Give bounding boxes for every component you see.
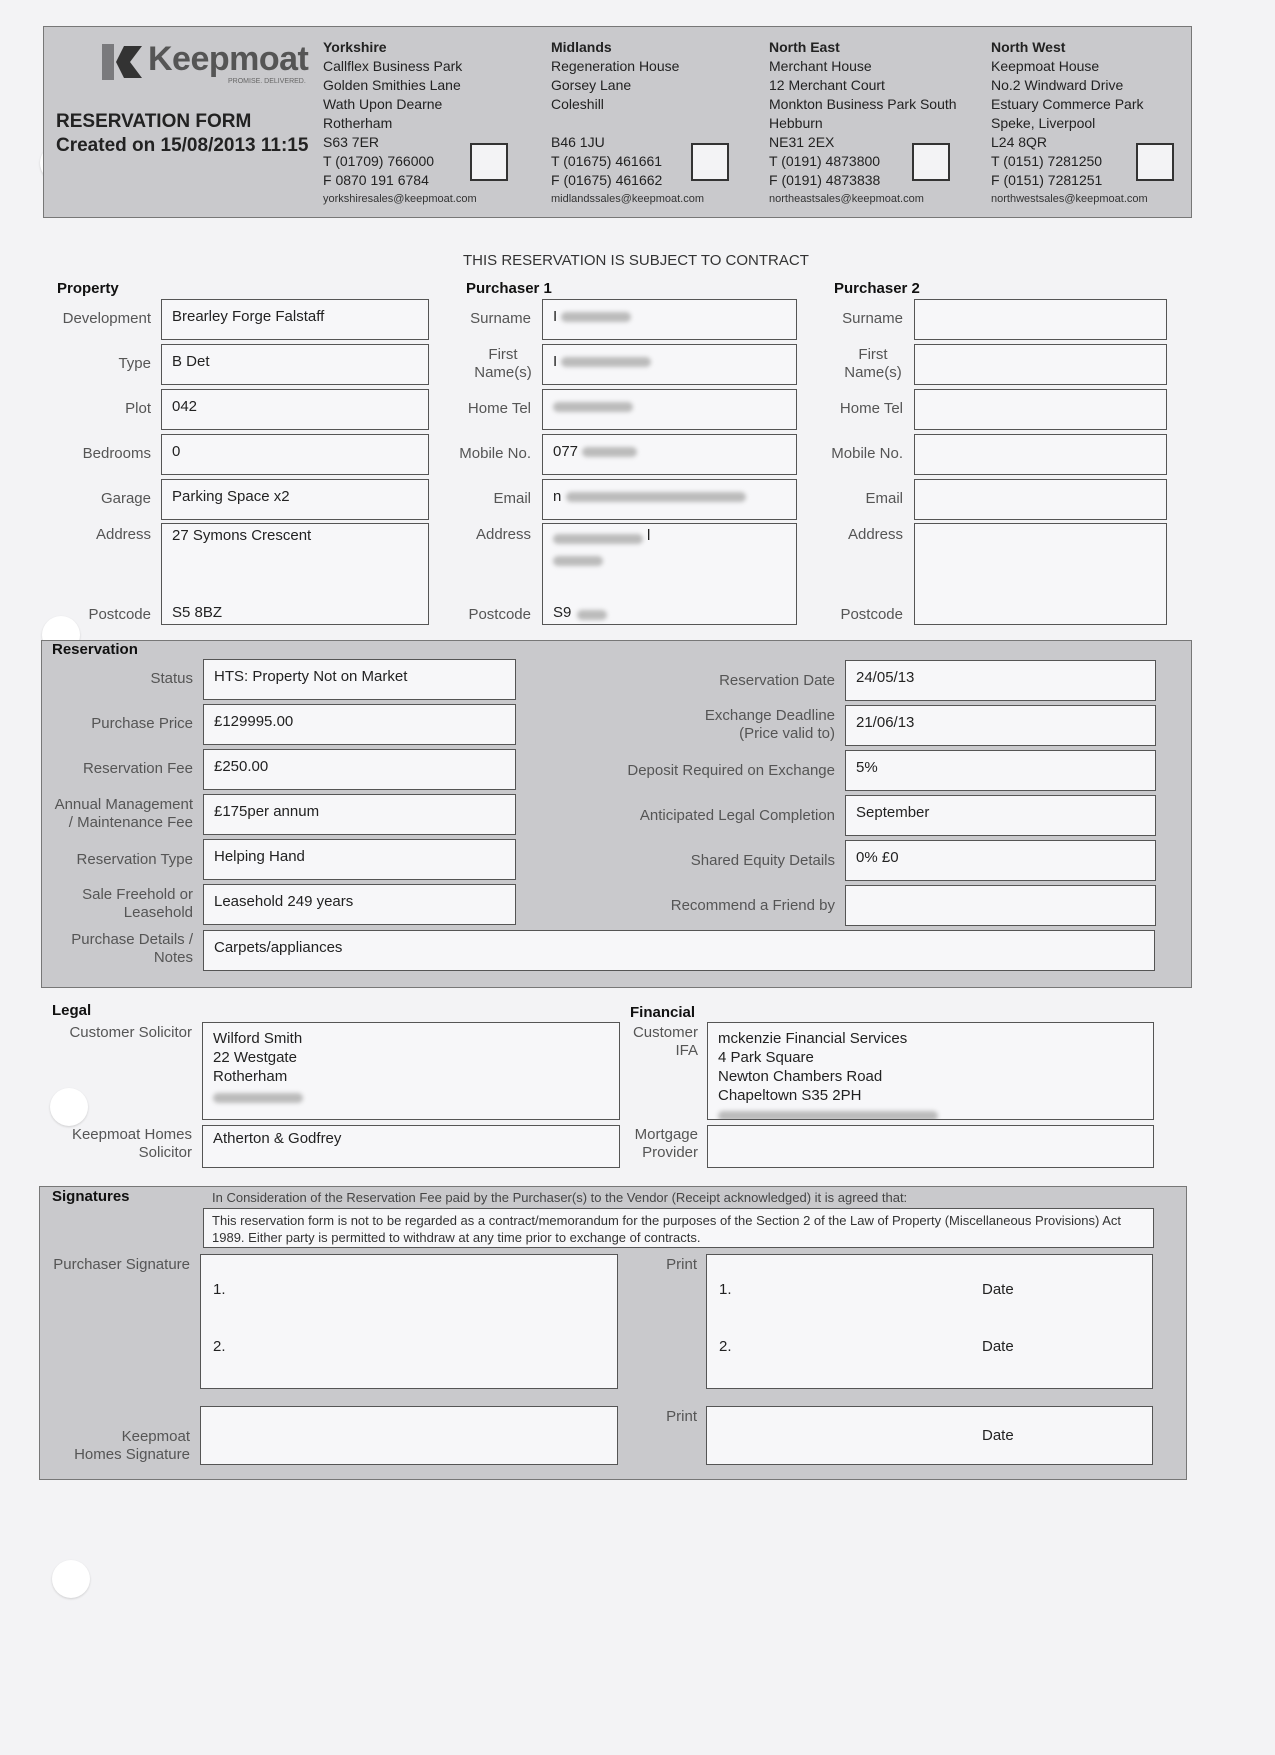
redaction xyxy=(553,402,633,412)
office-line: Hebburn xyxy=(769,115,823,131)
date-label-2: Date xyxy=(982,1338,1014,1355)
office-line: F (01675) 461662 xyxy=(551,172,663,188)
office-email[interactable]: northwestsales@keepmoat.com xyxy=(991,193,1148,205)
legal-heading: Legal xyxy=(52,1002,92,1019)
p2-surname-field[interactable] xyxy=(914,299,1167,340)
keepmoat-solicitor-label: Keepmoat Homes Solicitor xyxy=(71,1126,192,1161)
office-line: T (0191) 4873800 xyxy=(769,153,881,169)
office-line: B46 1JU xyxy=(551,134,605,150)
redaction xyxy=(213,1093,303,1103)
office-midlands xyxy=(551,38,704,209)
office-line: Gorsey Lane xyxy=(551,77,632,93)
p1-surname-label: Surname xyxy=(470,310,531,327)
status-field[interactable]: HTS: Property Not on Market xyxy=(203,659,516,700)
property-heading: Property xyxy=(57,280,119,297)
ifa-line: Chapeltown S35 2PH xyxy=(718,1087,862,1104)
p1-home-tel-label: Home Tel xyxy=(467,400,531,417)
exchange-deadline-field[interactable]: 21/06/13 xyxy=(845,705,1156,746)
consideration-text: In Consideration of the Reservation Fee paid by the Purchaser(s) to the Vendor (Receipt acknowledged) it is agreed that: xyxy=(212,1190,908,1205)
office-line: T (01675) 461661 xyxy=(551,153,663,169)
property-address-value: 27 Symons Crescent xyxy=(172,527,312,544)
office-line: NE31 2EX xyxy=(769,134,835,150)
office-checkbox-north-east[interactable] xyxy=(912,143,950,181)
deposit-field[interactable]: 5% xyxy=(845,750,1156,791)
disclaimer-text: This reservation form is not to be regarded as a contract/memorandum for the purposes of the Section 2 of the Law of Property (Miscellaneous Provisions) Act 1989. Either party is permitted to withdraw at any time prior to exchange of contracts. xyxy=(212,1213,1121,1245)
date-label-1: Date xyxy=(982,1281,1014,1298)
p2-postcode-label: Postcode xyxy=(840,606,903,623)
shared-equity-field[interactable]: 0% £0 xyxy=(845,840,1156,881)
p1-mobile-value: 077 xyxy=(553,443,579,460)
office-line: F (0191) 4873838 xyxy=(769,172,881,188)
office-line: Golden Smithies Lane xyxy=(323,77,461,93)
disclaimer-box xyxy=(203,1208,1154,1248)
office-email[interactable]: yorkshiresales@keepmoat.com xyxy=(323,193,477,205)
office-line: Merchant House xyxy=(769,58,872,74)
solicitor-line: Wilford Smith xyxy=(213,1030,303,1047)
development-field[interactable]: Brearley Forge Falstaff xyxy=(161,299,429,340)
p1-postcode-value: S9 xyxy=(553,604,572,621)
p2-email-label: Email xyxy=(865,490,903,507)
p1-postcode-label: Postcode xyxy=(468,606,531,623)
keepmoat-logo xyxy=(92,38,312,88)
property-postcode-label: Postcode xyxy=(88,606,151,623)
p1-email-label: Email xyxy=(493,490,531,507)
reservation-type-label: Reservation Type xyxy=(76,851,193,868)
office-line: F (0151) 7281251 xyxy=(991,172,1103,188)
mortgage-label: Mortgage Provider xyxy=(634,1126,698,1161)
office-region: North East xyxy=(769,39,840,55)
status-label: Status xyxy=(150,670,193,687)
ifa-line: 4 Park Square xyxy=(718,1049,814,1066)
p2-mobile-field[interactable] xyxy=(914,434,1167,475)
redaction xyxy=(553,534,643,544)
property-address-label: Address xyxy=(95,526,151,543)
garage-field[interactable]: Parking Space x2 xyxy=(161,479,429,520)
p2-mobile-label: Mobile No. xyxy=(831,445,903,462)
keepmoat-print-field[interactable] xyxy=(706,1406,1153,1465)
office-region: North West xyxy=(991,39,1066,55)
p2-address-label: Address xyxy=(847,526,903,543)
shared-equity-label: Shared Equity Details xyxy=(690,852,835,869)
print-line-2: 2. xyxy=(719,1338,732,1355)
office-line: Regeneration House xyxy=(551,58,680,74)
subject-to-contract-note: THIS RESERVATION IS SUBJECT TO CONTRACT xyxy=(463,252,809,269)
financial-heading: Financial xyxy=(630,1004,696,1021)
redaction xyxy=(718,1111,938,1120)
signature-line-1: 1. xyxy=(213,1281,226,1298)
type-field[interactable]: B Det xyxy=(161,344,429,385)
property-postcode-value: S5 8BZ xyxy=(172,604,223,621)
ifa-line: Newton Chambers Road xyxy=(718,1068,883,1085)
plot-field[interactable]: 042 xyxy=(161,389,429,430)
office-yorkshire xyxy=(323,38,477,209)
redaction xyxy=(561,312,631,322)
ifa-field[interactable] xyxy=(707,1022,1154,1120)
p1-email-value: n xyxy=(553,488,562,505)
management-fee-field[interactable]: £175per annum xyxy=(203,794,516,835)
office-checkbox-midlands[interactable] xyxy=(691,143,729,181)
office-line: L24 8QR xyxy=(991,134,1048,150)
p1-address-label: Address xyxy=(475,526,531,543)
notes-label: Purchase Details / Notes xyxy=(71,931,193,966)
office-line: T (0151) 7281250 xyxy=(991,153,1103,169)
office-line: Estuary Commerce Park xyxy=(991,96,1144,112)
p1-address-value: l xyxy=(647,527,651,544)
p2-home-tel-label: Home Tel xyxy=(839,400,903,417)
p2-surname-label: Surname xyxy=(842,310,903,327)
legal-completion-field[interactable]: September xyxy=(845,795,1156,836)
redaction xyxy=(566,492,746,502)
office-line: T (01709) 766000 xyxy=(323,153,435,169)
office-north-east xyxy=(769,38,957,209)
recommend-label: Recommend a Friend by xyxy=(670,897,835,914)
type-label: Type xyxy=(118,355,151,372)
plot-label: Plot xyxy=(125,400,151,417)
mortgage-field[interactable] xyxy=(707,1125,1154,1168)
office-line: Callflex Business Park xyxy=(323,58,463,74)
development-label: Development xyxy=(62,310,151,327)
ifa-label: Customer IFA xyxy=(632,1024,698,1059)
reservation-fee-field[interactable]: £250.00 xyxy=(203,749,516,790)
punch-hole xyxy=(52,1560,90,1598)
p1-first-names-label: First Name(s) xyxy=(474,346,532,381)
solicitor-line: 22 Westgate xyxy=(213,1049,297,1066)
office-line: Coleshill xyxy=(551,96,604,112)
office-line: F 0870 191 6784 xyxy=(323,172,429,188)
solicitor-line: Rotherham xyxy=(213,1068,288,1085)
p1-surname-value: I xyxy=(553,308,558,325)
office-checkbox-north-west[interactable] xyxy=(1136,143,1174,181)
keepmoat-signature-field[interactable] xyxy=(200,1406,618,1465)
brand-name: Keepmoat xyxy=(148,40,309,78)
reservation-type-field[interactable]: Helping Hand xyxy=(203,839,516,880)
freehold-label: Sale Freehold or Leasehold xyxy=(82,886,193,921)
keepmoat-print-label: Print xyxy=(666,1408,697,1425)
office-line: 12 Merchant Court xyxy=(769,77,885,93)
p2-home-tel-field[interactable] xyxy=(914,389,1167,430)
p2-first-names-label: First Name(s) xyxy=(844,346,902,381)
keepmoat-logo-mark-icon xyxy=(92,38,152,84)
keepmoat-date-label: Date xyxy=(982,1427,1014,1444)
keepmoat-solicitor-field[interactable]: Atherton & Godfrey xyxy=(202,1125,620,1168)
p1-first-names-field[interactable] xyxy=(542,344,797,385)
reservation-heading: Reservation xyxy=(52,641,138,658)
p1-first-names-value: I xyxy=(553,353,558,370)
redaction xyxy=(561,357,651,367)
legal-completion-label: Anticipated Legal Completion xyxy=(639,807,835,824)
office-checkbox-yorkshire[interactable] xyxy=(470,143,508,181)
purchase-price-field[interactable]: £129995.00 xyxy=(203,704,516,745)
p1-surname-field[interactable] xyxy=(542,299,797,340)
brand-tagline: PROMISE. DELIVERED. xyxy=(228,78,306,85)
deposit-label: Deposit Required on Exchange xyxy=(627,762,835,779)
notes-field[interactable]: Carpets/appliances xyxy=(203,930,1155,971)
reservation-date-label: Reservation Date xyxy=(719,672,835,689)
redaction xyxy=(582,447,637,457)
office-region: Yorkshire xyxy=(323,39,387,55)
purchaser1-heading: Purchaser 1 xyxy=(466,280,552,297)
office-line xyxy=(551,114,704,133)
p1-mobile-label: Mobile No. xyxy=(459,445,531,462)
p1-address-field[interactable] xyxy=(542,523,797,625)
print-name-field[interactable] xyxy=(706,1254,1153,1389)
purchaser2-heading: Purchaser 2 xyxy=(834,280,920,297)
freehold-field[interactable]: Leasehold 249 years xyxy=(203,884,516,925)
form-created: Created on 15/08/2013 11:15 xyxy=(56,135,309,156)
purchase-price-label: Purchase Price xyxy=(91,715,193,732)
office-line: Wath Upon Dearne xyxy=(323,96,443,112)
redaction xyxy=(553,556,603,566)
garage-label: Garage xyxy=(100,490,151,507)
form-title: RESERVATION FORM xyxy=(56,111,252,132)
p1-email-field[interactable] xyxy=(542,479,797,520)
customer-solicitor-field[interactable] xyxy=(202,1022,620,1120)
purchaser-signature-label: Purchaser Signature xyxy=(53,1256,190,1273)
office-region: Midlands xyxy=(551,39,612,55)
office-line: Keepmoat House xyxy=(991,58,1100,74)
p2-email-field[interactable] xyxy=(914,479,1167,520)
management-fee-label: Annual Management / Maintenance Fee xyxy=(54,796,193,831)
office-line: Monkton Business Park South xyxy=(769,96,957,112)
office-line: No.2 Windward Drive xyxy=(991,77,1124,93)
bedrooms-label: Bedrooms xyxy=(82,445,151,462)
print-label: Print xyxy=(666,1256,697,1273)
ifa-line: mckenzie Financial Services xyxy=(718,1030,908,1047)
customer-solicitor-label: Customer Solicitor xyxy=(69,1024,192,1041)
office-email[interactable]: midlandssales@keepmoat.com xyxy=(551,193,705,205)
punch-hole xyxy=(50,1088,88,1126)
p2-address-field[interactable] xyxy=(914,523,1167,625)
exchange-deadline-label: Exchange Deadline (Price valid to) xyxy=(704,707,835,742)
office-line: S63 7ER xyxy=(323,134,380,150)
recommend-field[interactable] xyxy=(845,885,1156,926)
office-north-west xyxy=(991,38,1148,209)
p1-mobile-field[interactable] xyxy=(542,434,797,475)
reservation-fee-label: Reservation Fee xyxy=(82,760,193,777)
p1-home-tel-field[interactable] xyxy=(542,389,797,430)
office-email[interactable]: northeastsales@keepmoat.com xyxy=(769,193,924,205)
bedrooms-field[interactable]: 0 xyxy=(161,434,429,475)
property-address-field[interactable] xyxy=(161,523,429,625)
signatures-heading: Signatures xyxy=(52,1188,130,1205)
reservation-date-field[interactable]: 24/05/13 xyxy=(845,660,1156,701)
office-line: Speke, Liverpool xyxy=(991,115,1096,131)
print-line-1: 1. xyxy=(719,1281,732,1298)
signature-line-2: 2. xyxy=(213,1338,226,1355)
redaction xyxy=(577,610,607,620)
purchaser-signature-field[interactable] xyxy=(200,1254,618,1389)
office-line: Rotherham xyxy=(323,115,393,131)
p2-first-names-field[interactable] xyxy=(914,344,1167,385)
keepmoat-signature-label: Keepmoat Homes Signature xyxy=(74,1428,190,1463)
